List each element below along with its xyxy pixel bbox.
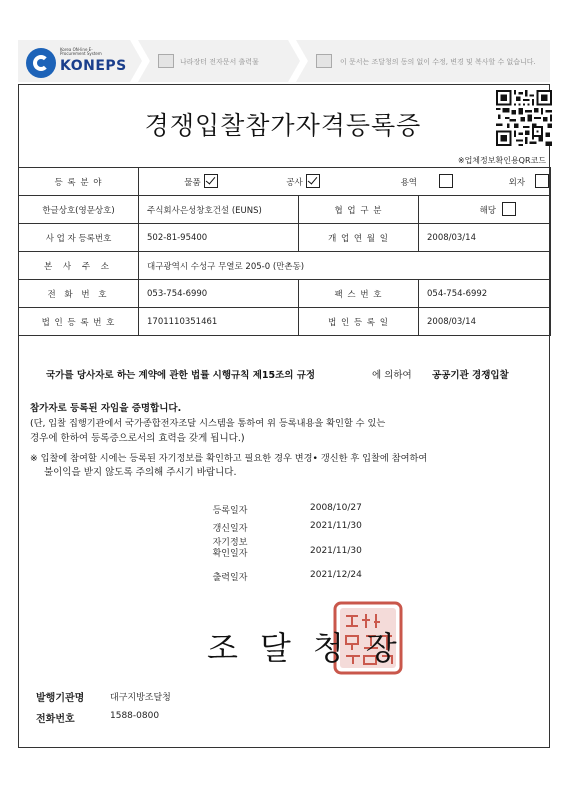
logo-wordmark: KONEPS [60,58,127,74]
date-label: 갱신일자 [212,524,248,534]
date-value: 2021/11/30 [310,546,362,556]
qr-code [496,90,552,146]
header-divider-arrow [288,40,308,82]
cooperation-option [419,196,551,224]
issuer-value: 대구지방조달청 [110,693,171,703]
field-label: 한글상호(영문상호) [19,196,139,224]
date-value: 2021/12/24 [310,570,362,580]
field-label: 팩 스 번 호 [299,280,419,308]
field-label: 협 업 구 분 [299,196,419,224]
registration-info-table [18,167,551,336]
field-label: 등 록 분 야 [19,168,139,196]
phone-value-footer: 1588-0800 [110,711,160,721]
date-value: 2008/10/27 [310,503,362,513]
table-row [19,168,551,196]
document-icon [158,54,174,68]
koneps-logo [26,44,127,80]
checkbox-goods-checked [204,174,218,188]
table-row [19,196,551,224]
date-value: 2021/11/30 [310,521,362,531]
field-label: 개 업 연 월 일 [299,224,419,252]
koneps-logo-mark [26,48,56,78]
statement-line: 에 의하여 [372,370,412,381]
checkbox-foreign [535,174,549,188]
option-label: 외자 [508,177,525,188]
statement-line: 공공기관 경쟁입찰 [432,370,509,381]
qr-caption: ※업체정보확인용QR코드 [457,156,546,165]
document-title: 경쟁입찰참가자격등록증 [144,111,422,140]
notice-line: 불이익을 받지 않도록 주의해 주시기 바랍니다. [44,467,237,478]
fax-value: 054-754-6992 [419,280,551,308]
option-goods [139,175,263,189]
issuer-label: 발행기관명 [36,693,85,704]
field-label: 법 인 등 록 번 호 [19,308,139,336]
table-row [19,252,551,280]
printer-icon [316,54,332,68]
date-label: 출력일자 [212,573,248,583]
date-label: 자기정보 확인일자 [212,538,248,559]
option-label: 용역 [400,177,417,188]
statement-line: (단, 입찰 집행기관에서 국가종합전자조달 시스템을 통하여 위 등록내용을 확인할 수 있는 [30,418,386,429]
option-foreign [453,175,549,189]
option-label: 해당 [479,205,496,216]
corporate-date-value: 2008/03/14 [419,308,551,336]
date-label: 등록일자 [212,506,248,516]
print-note: 나라장터 전자문서 출력물 [180,58,259,66]
corporate-number-value: 1701110351461 [139,308,299,336]
checkbox-service [439,174,453,188]
field-label: 사 업 자 등록번호 [19,224,139,252]
phone-label: 전화번호 [36,714,75,725]
header-divider-arrow [130,40,150,82]
table-row [19,224,551,252]
statement-line: 경우에 한하여 등록증으로서의 효력을 갖게 됩니다.) [30,433,245,444]
table-row [19,280,551,308]
option-label: 물품 [184,177,201,188]
option-service [343,175,453,189]
registration-field-options [139,168,551,196]
checkbox-construction-checked [306,174,320,188]
address-value: 대구광역시 수성구 무열로 205-0 (만촌동) [139,252,551,280]
option-construction [263,175,343,189]
table-row [19,308,551,336]
field-label: 본 사 주 소 [19,252,139,280]
company-name-value: 주식회사은성창호건설 (EUNS) [139,196,299,224]
field-label: 전 화 번 호 [19,280,139,308]
statement-line: 참가자로 등록된 자임을 증명합니다. [30,403,182,414]
field-label: 법 인 등 록 일 [299,308,419,336]
option-label: 공사 [286,177,303,188]
issuer-signature: 조달청장 [207,629,419,667]
checkbox-cooperation [502,202,516,216]
phone-value: 053-754-6990 [139,280,299,308]
copy-warning-note: 이 문서는 조달청의 동의 없이 수정, 변경 및 복사할 수 없습니다. [340,58,536,66]
business-number-value: 502-81-95400 [139,224,299,252]
open-date-value: 2008/03/14 [419,224,551,252]
notice-line: ※ 입찰에 참여할 시에는 등록된 자기정보를 확인하고 필요한 경우 변경• 갱신한 후 입찰에 참여하여 [30,453,428,464]
logo-tagline: Korea ON-line E-Procurement System [60,47,102,56]
statement-line: 국가를 당사자로 하는 계약에 관한 법률 시행규칙 제15조의 규정 [46,370,316,381]
